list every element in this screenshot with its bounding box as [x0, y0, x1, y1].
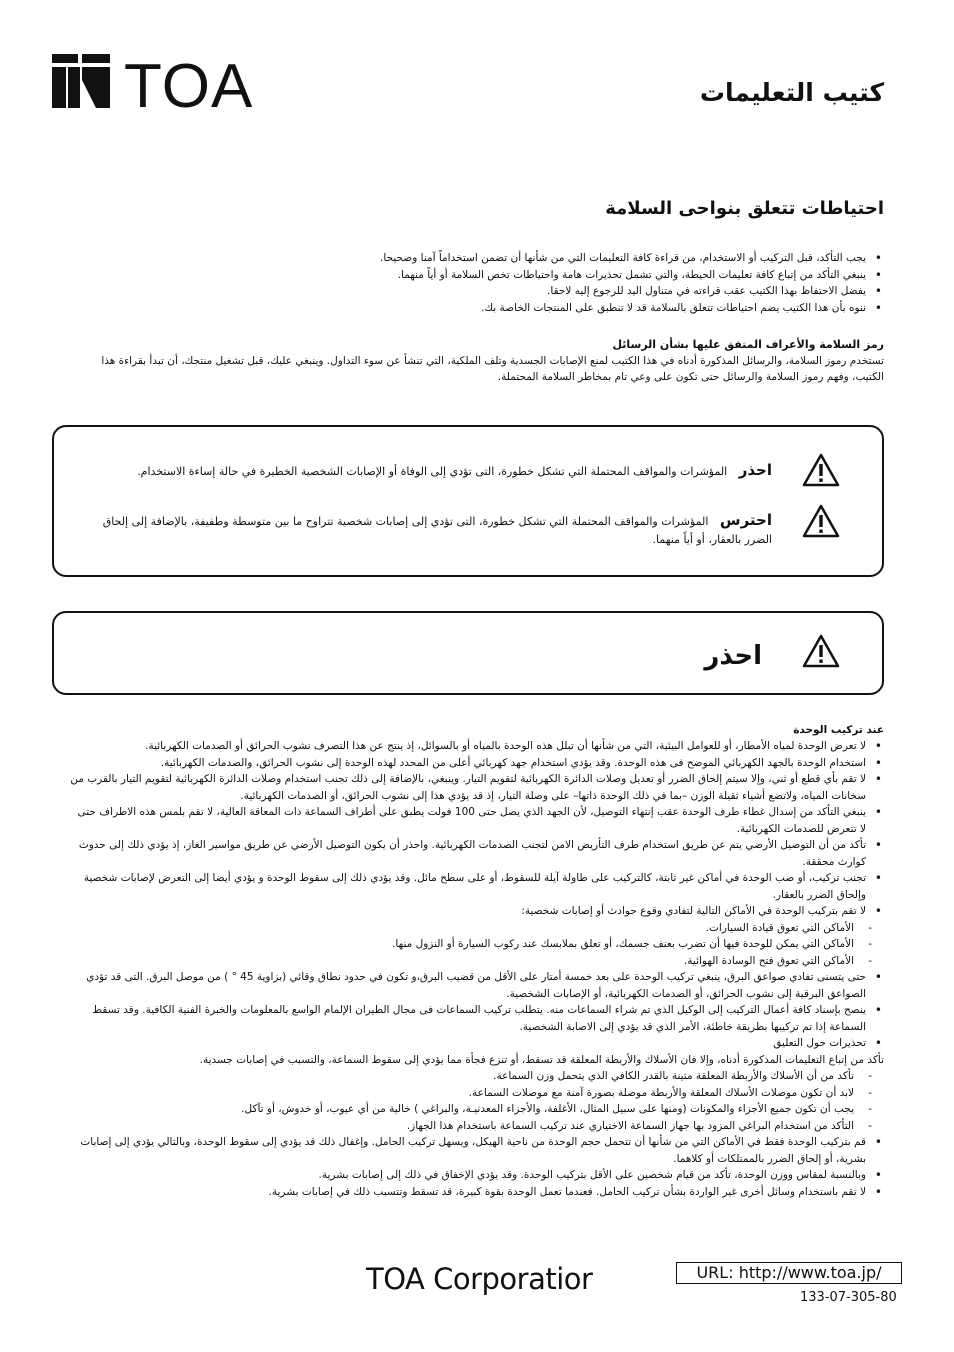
hanging-title: • تحذيرات حول التعليق [773, 1037, 866, 1049]
list-item: • يفضل الاحتفاظ بهذا الكتيب عقب قراءته في متناول اليد للرجوع إليه لاحقا. [100, 283, 866, 300]
list-item: • يجب التأكد، قبل التركيب أو الاستخدام، من قراءة كافة التعليمات التي من شأنها أن تضمن استخداماً آمنا وصحيحا. [100, 250, 866, 267]
dash-item: - الأماكن التي تعوق فتح الوسادة الهوائية. [70, 953, 854, 970]
list-item: • ينبغي التأكد من إسدال غطاء طرف الوحدة عقب إنتهاء التوصيل، لأن الجهد الذي يصل حتى 100 فولت يطبق على أطراف السماعة ذات المعاقة العالية، لا تقم بلمس هذه الاطراف حتى لا تتعرض للصدمات الكهربائية. [70, 804, 866, 837]
document-code: 133-07-305-80 [800, 1290, 897, 1305]
caution-word: احترس [719, 511, 772, 529]
dash-item: - الأماكن التي يمكن للوحدة فيها أن تضرب بعنف جسمك، أو تعلق بملابسك عند ركوب السيارة أو النزول منها. [70, 936, 854, 953]
toa-logo [52, 50, 262, 112]
list-item: • ينبغي التأكد من إتباع كافة تعليمات الحيطة، والتي تشمل تحذيرات هامة واحتياطات تخص السلامة أو أياً منهما. [100, 267, 866, 284]
dash-item: - يجب أن تكون جميع الأجزاء والمكونات (ومنها على سبيل المثال، الأغلفة، والأجزاء المعدنيـة، والبراغي ) خالية من أي عيوب، أو خدوش، أو تآكل. [70, 1101, 854, 1118]
page-title: كتيب التعليمات [699, 78, 884, 107]
list-item [70, 1035, 884, 1068]
warning-triangle-icon [802, 634, 840, 668]
dash-item: - التأكد من استخدام البراغي المزود بها جهاز السماعة الاختياري عند تركيب السماعة باستخدام هذا الجهاز. [70, 1118, 854, 1135]
list-item: • حتى يتسنى تفادي صواعق البرق، ينبغي تركيب الوحدة على بعد خمسة أمتار على الأقل من قضيب البرق،و تكون في حدود نطاق وقائي (بزاوية 45 ° ) من موصل البرق. التى قد تؤدي الصواعق البرقية إلى نشوب الحرائق، أو الصدمات الكهربائية، أو الإصابات الشخصية. [70, 969, 866, 1002]
safety-heading: احتياطات تتعلق بنواحى السلامة [605, 198, 884, 219]
intro-list [100, 250, 884, 316]
list-item: • ننوه بأن هذا الكتيب يضم احتياطات تتعلق بالسلامة قد لا تنطبق على المنتجات الخاصة بك. [100, 300, 866, 317]
installation-section [70, 722, 884, 1200]
warning-description: المؤشرات والمواقف المحتملة التي تشكل خطورة، التى تؤدي إلى الوفاة أو الإصابات الشخصية الخطيرة في حالة إساءة الاستخدام. [137, 465, 728, 478]
legend-warning-row [84, 461, 772, 481]
dash-item: - تأكد من أن الأسلاك والأربطة المعلقة متينة بالقدر الكافي الذي يتحمل وزن السماعة. [70, 1068, 854, 1085]
list-item: • قم بتركيب الوحدة فقط في الأماكن التي من شأنها أن تتحمل حجم الوحدة من ناحية الهيكل، ويسهل تركيب الحامل. وإغفال ذلك قد يؤدي إلى سقوط الوحدة، وبالتالي يؤدي إلى إصابات بشرية، أو إلحاق الضرر بالممتلكات أو كلاهما. [70, 1134, 866, 1167]
warning-word: احذر [738, 461, 772, 479]
warning-box [52, 611, 884, 695]
list-item: • تجنب تركيب، أو صب الوحدة في أماكن غير ثابتة، كالتركيب على طاولة آيلة للسقوط، أو على سطح مائل. وقد يؤدي ذلك إلى سقوط الوحدة و يؤدي أيضا إلى التعرض لإصابات شخصية وإلحاق الضرر بالعقار. [70, 870, 866, 903]
symbols-section [100, 337, 884, 385]
caution-description: المؤشرات والمواقف المحتملة التي تشكل خطورة، التى تؤدي إلى إصابات شخصية تتراوح ما بين متوسطة وطفيفة، بالإضافة إلى إلحاق الضرر بالعقار، أو أياً منهما. [102, 515, 772, 546]
hanging-text: تأكد من إتباع التعليمات المذكورة أدناه، وإلا فان الأسلاك والأربطة المعلقة قد تسقط، أو تنزع فجأة مما يؤدي إلى سقوط السماعة، والتسبب في إصابات جسدية. [199, 1053, 884, 1066]
legend-box [52, 425, 884, 577]
warning-triangle-icon [802, 453, 840, 487]
caution-triangle-icon [802, 504, 840, 538]
list-item: • لا تقم بأي قطع أو ثني، وإلا سيتم إلحاق الضرر أو تعديل وصلات الدائرة الكهربائية لتقويم التيار. وينبغي، بالإضافة إلى ذلك تجنب استخدام وصلات الدائرة الكهربائية لتقويم التيار بالقرب من سخانات المياه، ولاتضع أشياء ثقيلة الوزن –بما في ذلك الوحدة ذاتها– على وصلة التيار، إذ قد يؤدي هذا إلى نشوب الحرائق، أو الصدمات الكهربائية. [70, 771, 866, 804]
list-item: • ينصح بإسناد كافة أعمال التركيب إلى الوكيل الذي تم شراء السماعات منه. يتطلب تركيب السماعات فى مجال الطيران الإلمام الواسع بالمعلومات والخبرة الفنية الكافية. وقد تسقط السماعة إذا تم تركيبها بطريقة خاطئة، الأمر الذي قد يؤدي إلى الاصابة الشخصية. [70, 1002, 866, 1035]
list-item: • وبالنسبة لمقاس ووزن الوحدة، تأكد من قيام شخصين على الأقل بتركيب الوحدة. وقد يؤدي الإخفاق في ذلك إلى إصابات بشرية. [70, 1167, 866, 1184]
corporation-name: TOA Corporatior [366, 1262, 593, 1296]
url-box: URL: http://www.toa.jp/ [676, 1262, 902, 1284]
legend-caution-row [84, 511, 772, 549]
logo-wordmark: TOA [124, 52, 254, 112]
symbols-title: رمز السلامة والأعراف المتفق عليها بشأن الرسائل [612, 338, 884, 351]
list-item: • لا تقم باستخدام وسائل أخرى غير الواردة بشأن تركيب الحامل. فعندما تعمل الوحدة بقوة كبيرة، قد تسقط وتتسبب ذلك في إصابات بشرية. [70, 1184, 866, 1201]
dash-item: - الأماكن التي تعوق قيادة السيارات. [70, 920, 854, 937]
symbols-text: تستخدم رموز السلامة، والرسائل المذكورة أدناه في هذا الكتيب لمنع الإصابات الجسدية وتلف الملكية، التي تنشأ عن سوء التداول. وينبغي عليك، قبل تشغيل منتجك، أن تبدأ بقراءة هذا الكتيب، وفهم رموز السلامة والرسائل حتى تكون على وعي تام بمخاطر السلامة المحتملة. [101, 355, 884, 383]
list-item: • لا تعرض الوحدة لمياه الأمطار، أو للعوامل البيئية، التي من شأنها أن تبلل هذه الوحدة بالمياه أو بالسوائل، إذ ينتج عن هذا التصرف نشوب الحرائق أو الصدمات الكهربائية. [70, 738, 866, 755]
installation-title: عند تركيب الوحدة [793, 724, 884, 736]
warning-box-word: احذر [704, 641, 762, 671]
dash-item: - لابد أن تكون موصلات الأسلاك المعلقة والأربطة موصلة بصورة آمنة مع موصلات السماعة. [70, 1085, 854, 1102]
list-item: • تأكد من أن التوصيل الأرضي يتم عن طريق استخدام طرف التأريض الامن لتجنب الصدمات الكهربائية. واحذر أن يكون التوصيل الأرضي عن طريق مواسير الغاز، إذ يؤدي ذلك إلى حدوث كوارث محققة. [70, 837, 866, 870]
list-item: • استخدام الوحدة بالجهد الكهربائي الموضح فى هذه الوحدة. وقد يؤدي استخدام جهد كهربائي أعلى من المحدد لهذه الوحدة إلى نشوب الحرائق، والصدمات الكهربائية. [70, 755, 866, 772]
list-item: • لا تقم بتركيب الوحدة في الأماكن التالية لتفادي وقوع حوادث أو إصابات شخصية: [70, 903, 866, 920]
